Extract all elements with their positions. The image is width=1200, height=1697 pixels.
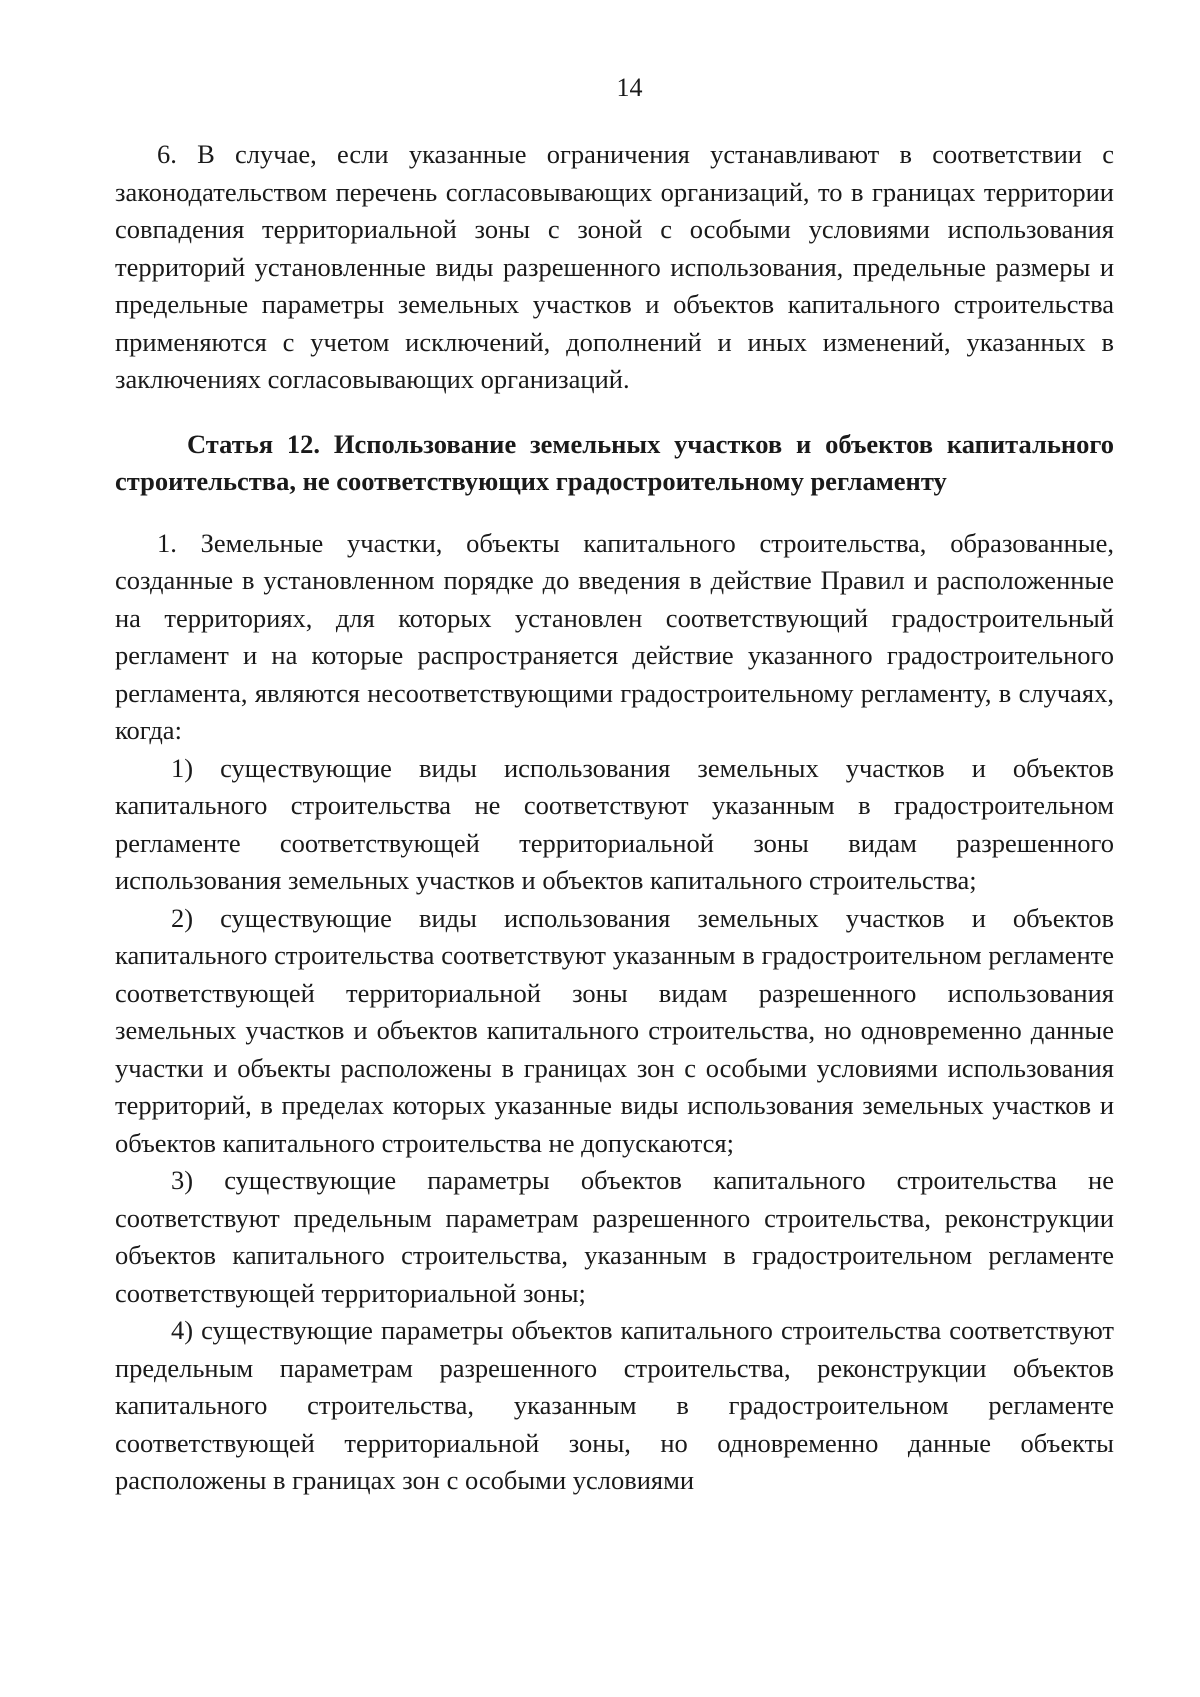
page-number: 14	[616, 73, 643, 102]
paragraph-1-intro: 1. Земельные участки, объекты капитального строительства, образованные, созданные в установленном порядке до введения в действие Правил и расположенные на территориях, для которых установлен соответствующий градостроительный регламент и на которые распространяется действие указанного градостроительного регламента, являются несоответствующими градостроительному регламенту, в случаях, когда:	[115, 527, 1114, 745]
list-item-3: 3) существующие параметры объектов капитального строительства не соответствуют предельным параметрам разрешенного строительства, реконструкции объектов капитального строительства, указанным в градостроительном регламенте соответствующей территориальной зоны;	[115, 1165, 1114, 1308]
article-heading: Статья 12. Использование земельных участков и объектов капитального строительства, не соответствующих градостроительному регламенту	[115, 428, 1114, 496]
list-item-4: 4) существующие параметры объектов капитального строительства соответствуют предельным параметрам разрешенного строительства, реконструкции объектов капитального строительства, указанным в градостроительном регламенте соответствующей территориальной зоны, но одновременно данные объекты расположены в границах зон с особыми условиями	[115, 1315, 1114, 1495]
list-item-2: 2) существующие виды использования земельных участков и объектов капитального строительства соответствуют указанным в градостроительном регламенте соответствующей территориальной зоны видам разрешенного использования земельных участков и объектов капитального строительства, но одновременно данные участки и объекты расположены в границах зон с особыми условиями использования территорий, в пределах которых указанные виды использования земельных участков и объектов капитального строительства не допускаются;	[115, 902, 1114, 1158]
paragraph-6: 6. В случае, если указанные ограничения устанавливают в соответствии с законодательством перечень согласовывающих организаций, то в границах территории совпадения территориальной зоны с зоной с особыми условиями использования территорий установленные виды разрешенного использования, предельные размеры и предельные параметры земельных участков и объектов капитального строительства применяются с учетом исключений, дополнений и иных изменений, указанных в заключениях согласовывающих организаций.	[115, 139, 1114, 394]
list-item-1: 1) существующие виды использования земельных участков и объектов капитального строительства не соответствуют указанным в градостроительном регламенте соответствующей территориальной зоны видам разрешенного использования земельных участков и объектов капитального строительства;	[115, 752, 1114, 895]
